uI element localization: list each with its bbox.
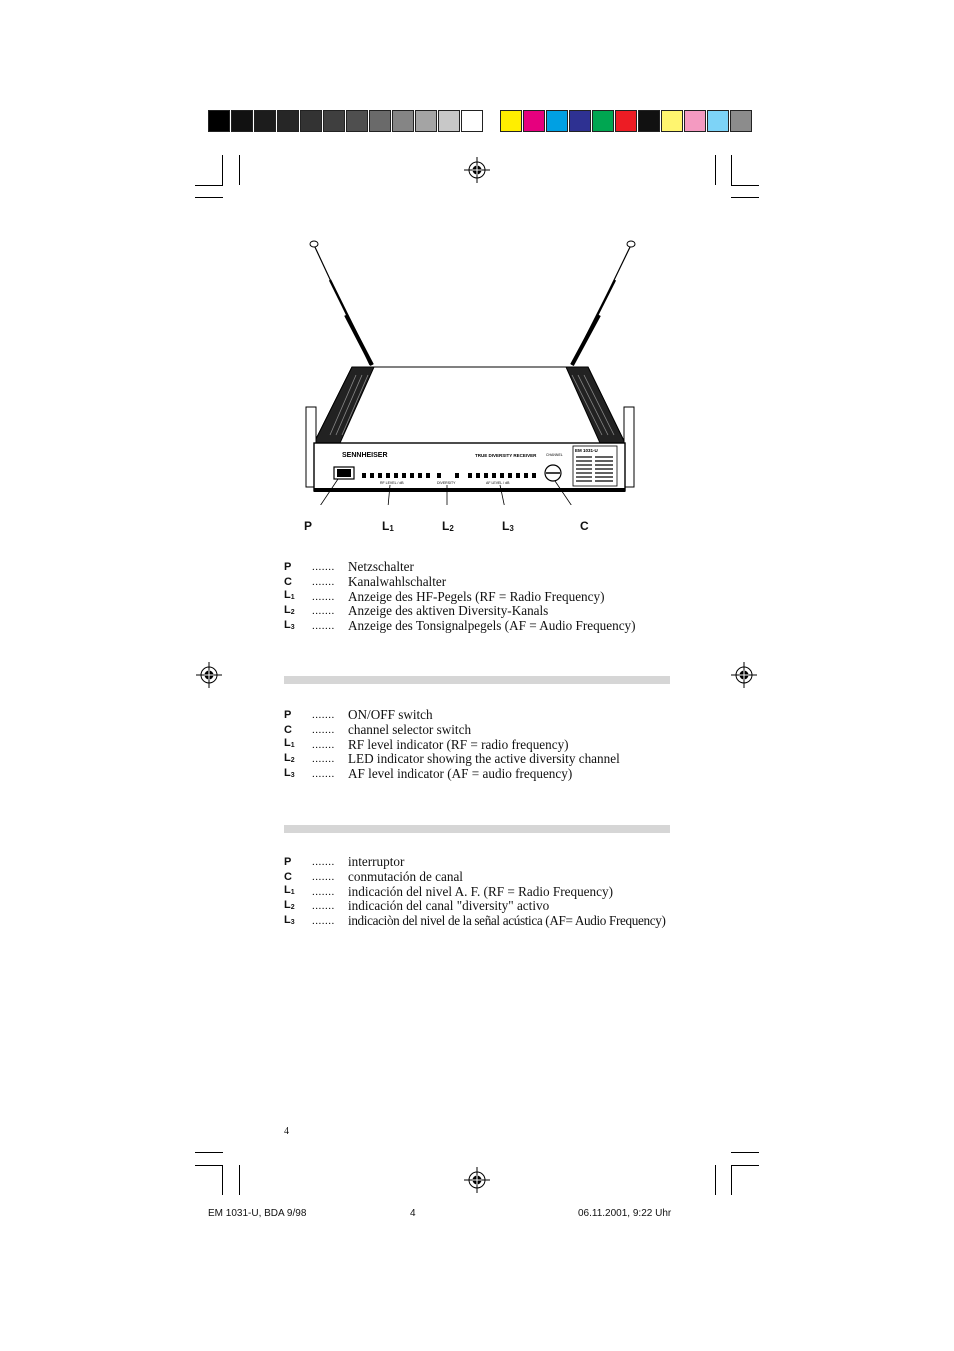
callout-l2: $L_2$ [442,519,454,533]
registration-mark-icon [731,662,757,688]
legend-row: C ....... conmutación de canal [284,868,463,884]
left-antenna [310,241,372,365]
legend-row: P ....... Netzschalter [284,559,414,574]
crop-mark [222,155,223,185]
crop-mark [195,185,223,186]
color-swatch [500,110,522,132]
legend-row: $L_1$ ....... Anzeige des HF-Pegels (RF = Radio Frequency) [284,588,605,604]
color-swatch [523,110,545,132]
color-swatch [438,110,460,132]
color-swatch [615,110,637,132]
registration-mark-icon [464,157,490,183]
callout-l1: $L_1$ [382,519,394,533]
legend-row: $L_2$ ....... Anzeige des aktiven Diversity-Kanals [284,603,549,619]
right-antenna [572,241,635,365]
crop-mark [195,1152,223,1153]
color-swatch [415,110,437,132]
callout-c: C [580,519,589,533]
rf-led-row [362,473,430,478]
color-swatch [277,110,299,132]
crop-mark [239,155,240,185]
receiver-illustration [300,235,640,505]
registration-mark-icon [196,662,222,688]
color-swatch [392,110,414,132]
color-swatch [346,110,368,132]
color-swatch [208,110,230,132]
model-title-text: TRUE DIVERSITY RECEIVER [475,453,537,458]
model-box-text: EM 1031-U [575,448,598,453]
crop-mark [731,1165,732,1195]
brand-text: SENNHEISER [342,452,388,459]
crop-mark [731,197,759,198]
callout-p: P [304,519,313,533]
legend-row: $L_3$ ....... indicaciòn del nivel de la señal acústica (AF= Audio Frequency) [284,913,666,929]
color-swatch [369,110,391,132]
legend-row: $L_3$ ....... AF level indicator (AF = audio frequency) [284,766,573,782]
legend-spanish [284,855,666,929]
crop-mark [731,155,732,185]
legend-row: C ....... Kanalwahlschalter [284,573,447,589]
legend-row: $L_3$ ....... Anzeige des Tonsignalpegels (AF = Audio Frequency) [284,618,636,634]
color-swatch [569,110,591,132]
af-label: AF LEVEL / dB [486,481,510,485]
channel-label: CHANNEL [546,453,563,457]
legend-german [284,560,636,634]
color-swatch [300,110,322,132]
legend-row: $L_1$ ....... RF level indicator (RF = radio frequency) [284,736,569,752]
legend-row: P ....... interruptor [284,854,405,869]
legend-english [284,708,620,782]
crop-mark [715,155,716,185]
color-swatch [661,110,683,132]
crop-mark [222,1165,223,1195]
color-swatch [546,110,568,132]
grayscale-bar [208,110,484,132]
crop-mark [195,197,223,198]
color-swatch [231,110,253,132]
color-swatch [684,110,706,132]
diversity-label: DIVERSITY [437,481,456,485]
rf-label: RF LEVEL / dB [380,481,404,485]
footer-right: 06.11.2001, 9:22 Uhr [578,1208,672,1219]
color-swatch [461,110,483,132]
color-swatch [254,110,276,132]
crop-mark [195,1165,223,1166]
legend-row: $L_1$ ....... indicación del nivel A. F. (RF = Radio Frequency) [284,883,613,899]
crop-mark [731,185,759,186]
legend-row: C ....... channel selector switch [284,721,472,737]
crop-mark [715,1165,716,1195]
af-led-row [468,473,536,478]
section-divider [284,676,670,684]
color-swatch [592,110,614,132]
footer-center: 4 [410,1208,416,1219]
page-number: 4 [284,1126,289,1137]
crop-mark [731,1165,759,1166]
registration-mark-icon [464,1167,490,1193]
callout-l3: $L_3$ [502,519,514,533]
color-swatch [707,110,729,132]
color-bar [500,110,753,132]
crop-mark [239,1165,240,1195]
color-swatch [323,110,345,132]
legend-row: $L_2$ ....... indicación del canal "diversity" activo [284,898,550,914]
crop-mark [731,1152,759,1153]
section-divider [284,825,670,833]
color-swatch [730,110,752,132]
footer-left: EM 1031-U, BDA 9/98 [208,1208,307,1219]
legend-row: $L_2$ ....... LED indicator showing the active diversity channel [284,751,620,767]
color-swatch [638,110,660,132]
legend-row: P ....... ON/OFF switch [284,707,433,722]
